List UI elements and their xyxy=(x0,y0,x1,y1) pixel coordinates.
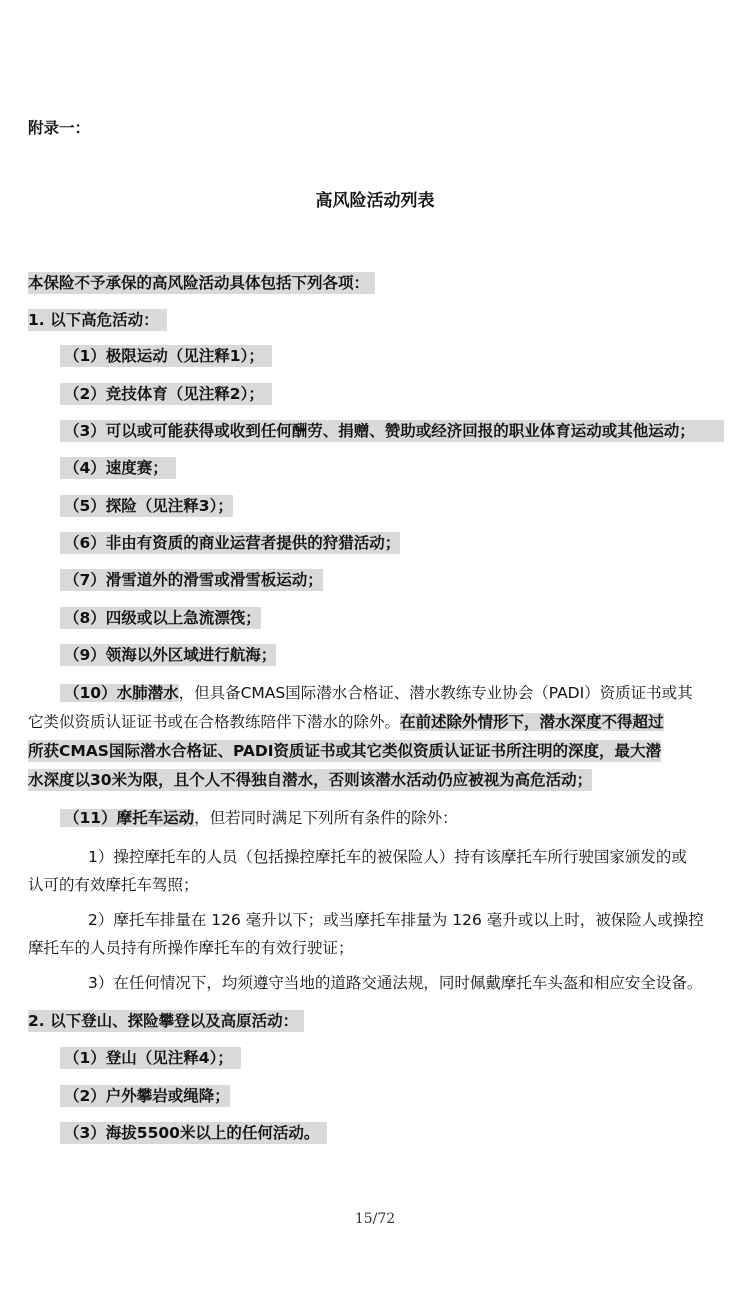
item11-line xyxy=(60,807,458,829)
appendix-label: 附录一： xyxy=(28,119,91,137)
condition-2-line2: 摩托车的人员持有所操作摩托车的有效行驶证； xyxy=(28,939,354,957)
page-title: 高风险活动列表 xyxy=(315,191,435,211)
intro-text: 本保险不予承保的高风险活动具体包括下列各项： xyxy=(28,272,375,294)
section2-heading: 2. 以下登山、探险攀登以及高原活动： xyxy=(28,1010,304,1032)
list-item: （1）极限运动（见注释1）； xyxy=(60,345,272,367)
item10-line3: 所获CMAS国际潜水合格证、PADI资质证书或其它类似资质认证证书所注明的深度，最大潜 xyxy=(28,742,662,760)
condition-3-line1: 3）在任何情况下，均须遵守当地的道路交通法规，同时佩戴摩托车头盔和相应安全设备。 xyxy=(88,974,703,992)
list-item: （9）领海以外区域进行航海； xyxy=(60,644,276,666)
item11-rest: ，但若同时满足下列所有条件的除外： xyxy=(194,809,458,827)
list-item: （2）竞技体育（见注释2）； xyxy=(60,383,272,405)
condition-2-line1: 2）摩托车排量在 126 毫升以下；或当摩托车排量为 126 毫升或以上时，被保险人或操控 xyxy=(88,911,704,929)
item10-line4: 水深度以30米为限，且个人不得独自潜水，否则该潜水活动仍应被视为高危活动； xyxy=(28,771,593,789)
item10-plain: 它类似资质认证证书或在合格教练陪伴下潜水的除外。 xyxy=(28,713,401,731)
condition-1-line1: 1）操控摩托车的人员（包括操控摩托车的被保险人）持有该摩托车所行驶国家颁发的或 xyxy=(88,848,687,866)
list-item: （4）速度赛； xyxy=(60,457,176,479)
condition-1-line2: 认可的有效摩托车驾照； xyxy=(28,876,199,894)
item10-line2 xyxy=(28,711,664,733)
item10-bold: 在前述除外情形下，潜水深度不得超过 xyxy=(400,713,664,731)
list-item: （7）滑雪道外的滑雪或滑雪板运动； xyxy=(60,569,323,591)
list-item: （5）探险（见注释3）； xyxy=(60,495,233,517)
list-item: （8）四级或以上急流漂筏； xyxy=(60,607,261,629)
list-item: （1）登山（见注释4）； xyxy=(60,1047,241,1069)
list-item: （2）户外攀岩或绳降； xyxy=(60,1085,230,1107)
section1-heading: 1. 以下高危活动： xyxy=(28,309,167,331)
list-item: （3）海拔5500米以上的任何活动。 xyxy=(60,1122,327,1144)
item10-line1 xyxy=(60,682,693,704)
list-item: （6）非由有资质的商业运营者提供的狩猎活动； xyxy=(60,532,400,554)
page-number: 15/72 xyxy=(354,1211,396,1227)
item11-lead: （11）摩托车运动 xyxy=(60,809,194,827)
item10-rest: ，但具备CMAS国际潜水合格证、潜水教练专业协会（PADI）资质证书或其 xyxy=(178,684,693,702)
item10-lead: （10）水肺潜水 xyxy=(60,684,179,702)
list-item: （3）可以或可能获得或收到任何酬劳、捐赠、赞助或经济回报的职业体育运动或其他运动； xyxy=(60,420,724,442)
